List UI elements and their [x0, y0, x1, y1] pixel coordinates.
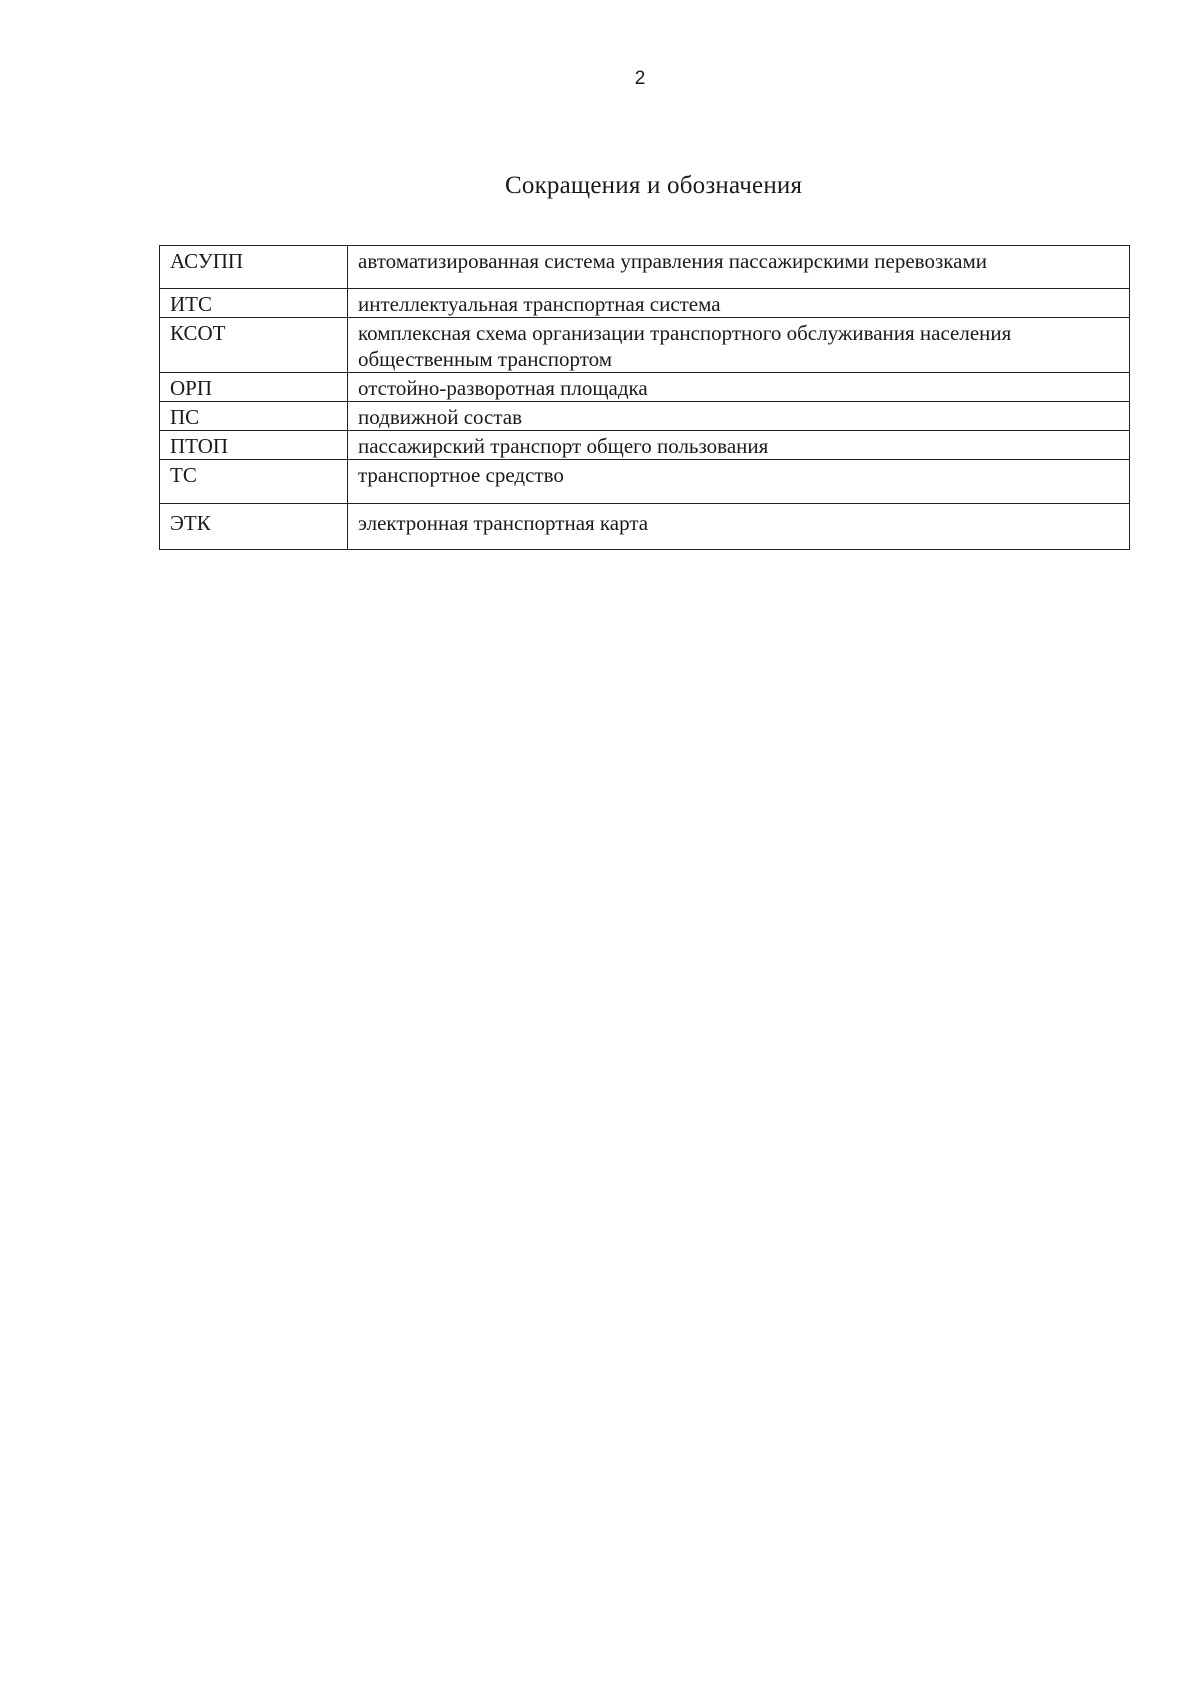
abbreviation-term: ИТС — [160, 289, 348, 318]
abbreviation-definition: интеллектуальная транспортная система — [348, 289, 1130, 318]
abbreviation-term: ЭТК — [160, 504, 348, 550]
table-row — [160, 373, 1130, 402]
table-row — [160, 431, 1130, 460]
abbreviation-definition: пассажирский транспорт общего пользования — [348, 431, 1130, 460]
abbreviation-definition: подвижной состав — [348, 402, 1130, 431]
page-title: Сокращения и обозначения — [505, 172, 803, 199]
table-row — [160, 504, 1130, 550]
table-row — [160, 402, 1130, 431]
abbreviation-term: КСОТ — [160, 318, 348, 373]
abbreviation-definition: отстойно-разворотная площадка — [348, 373, 1130, 402]
page-number: 2 — [634, 68, 646, 89]
abbreviation-term: ПС — [160, 402, 348, 431]
abbreviation-definition: автоматизированная система управления пассажирскими перевозками — [348, 246, 1130, 289]
abbreviation-term: ТС — [160, 460, 348, 504]
table-row — [160, 289, 1130, 318]
abbreviation-definition: электронная транспортная карта — [348, 504, 1130, 550]
abbreviation-definition: комплексная схема организации транспортного обслуживания населения общественным транспортом — [348, 318, 1130, 373]
abbreviations-table — [159, 245, 1130, 550]
abbreviation-term: ПТОП — [160, 431, 348, 460]
abbreviation-term: АСУПП — [160, 246, 348, 289]
abbreviation-term: ОРП — [160, 373, 348, 402]
table-row — [160, 246, 1130, 289]
table-row — [160, 318, 1130, 373]
abbreviation-definition: транспортное средство — [348, 460, 1130, 504]
table-row — [160, 460, 1130, 504]
